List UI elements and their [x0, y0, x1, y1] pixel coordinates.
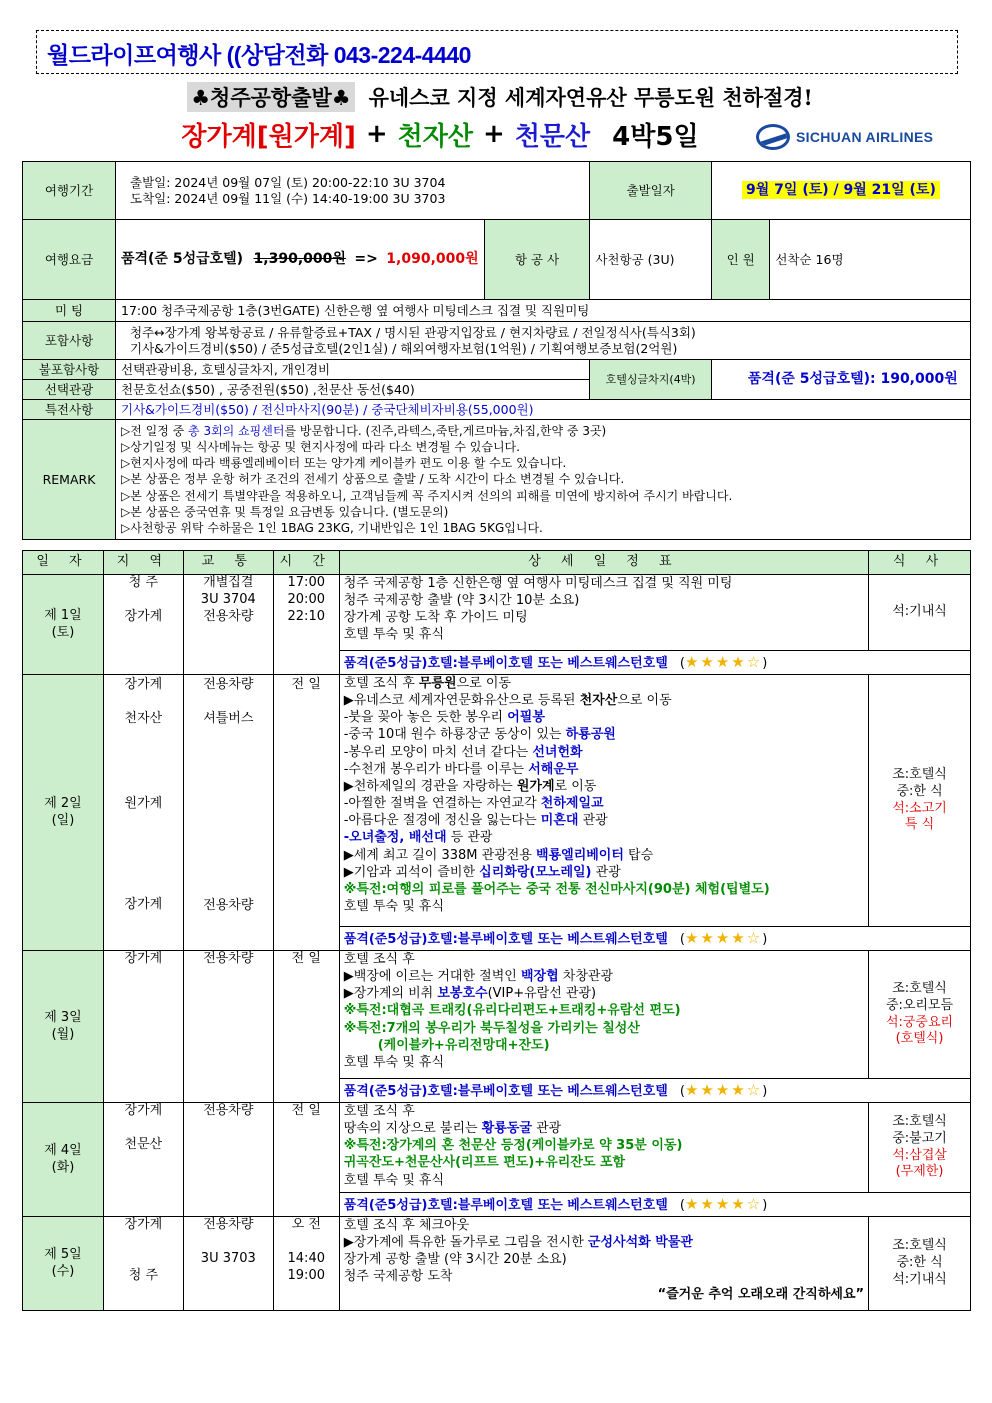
detail-line: ▶천하제일의 경관을 자랑하는 원가계로 이동: [343, 778, 597, 794]
transport-item: 3U 3703: [200, 1250, 256, 1266]
dep-dates-cell: [711, 162, 970, 220]
remark-item: ▷전 일정 중 총 3회의 쇼핑센터를 방문합니다. (진주,라텍스,죽탄,게르마늄,차집,한약 중 3곳): [121, 423, 607, 438]
tour-description: 유네스코 지정 세계자연유산 무릉도원 천하절경!: [368, 85, 813, 110]
day-2-region: [103, 675, 183, 951]
detail-line: 호텔 조식 후 체크아웃: [343, 1218, 470, 1233]
transport-item: 전용차량: [203, 897, 254, 913]
day-2-cell: [23, 675, 104, 951]
detail-line: -오녀출정, 배선대 등 관광: [343, 830, 493, 846]
remark-item: ▷본 상품은 전세기 특별약관을 적용하오니, 고객님들께 꼭 주지시켜 선의의 피해를 미연에 방지하여 주시기 바랍니다.: [121, 488, 733, 503]
headline-tianmenshan: 천문산: [514, 121, 591, 152]
hotel-name: 품격(준5성급)호텔:블루베이호텔 또는 베스트웨스턴호텔: [343, 1083, 668, 1099]
region-item: 장가계: [124, 896, 163, 912]
meal-item: 조:호텔식: [892, 766, 947, 782]
single-charge-value: 품격(준 5성급호텔): 190,000원: [711, 360, 970, 400]
detail-line: -아름다운 절경에 정신을 잃는다는 미혼대 관광: [343, 813, 608, 829]
detail-line: ▶장가계의 비취 보봉호수(VIP+유람선 관광): [343, 986, 597, 1002]
day-4-region: [103, 1103, 183, 1217]
detail-line: 장가계 공항 출발 (약 3시간 20분 소요): [343, 1252, 567, 1268]
day-1-meal: [869, 575, 971, 651]
day-4-transport: [183, 1103, 273, 1217]
dep-dates: 9월 7일 (토) / 9월 21일 (토): [742, 181, 940, 199]
detail-line: 장가계 공항 도착 후 가이드 미팅: [343, 610, 528, 626]
transport-item: 전용차량: [203, 1217, 254, 1232]
day-5-cell: [23, 1217, 104, 1311]
time-item: 오 전: [291, 1217, 321, 1232]
meal-item: 조:호텔식: [892, 980, 947, 996]
header-date: 일 자: [23, 551, 104, 575]
day-4-time: [273, 1103, 339, 1217]
time-item: 19:00: [287, 1267, 325, 1283]
meeting-label: 미 팅: [23, 300, 116, 322]
dep-date-label: 출발일자: [590, 162, 712, 220]
day-5-time: [273, 1217, 339, 1311]
meal-item: 석:기내식: [892, 604, 947, 620]
meal-item: 석:소고기: [892, 800, 947, 816]
day-2-row: [23, 675, 971, 927]
detail-line: ※특전:7개의 봉우리가 북두칠성을 가리키는 칠성산: [343, 1020, 640, 1036]
day-2-time: [273, 675, 339, 951]
headline-zhangjiajie: 장가계[원가계]: [181, 121, 356, 152]
header-region: 지 역: [103, 551, 183, 575]
meal-item: 석:삼겹살: [892, 1147, 947, 1163]
detail-line: ▶세계 최고 길이 338M 관광전용 백룡엘리베이터 탑승: [343, 847, 654, 863]
meal-item: (호텔식): [895, 1031, 944, 1047]
meal-item: 중:한 식: [896, 783, 943, 799]
airline-label: 항 공 사: [484, 220, 590, 300]
day-1-cell: [23, 575, 104, 675]
detail-line: 청주 국제공항 1층 신한은행 옆 여행사 미팅데스크 집결 및 직원 미팅: [343, 576, 733, 591]
transport-item: 전용차량: [203, 677, 254, 692]
region-item: 장가계: [124, 608, 163, 624]
meal-item: 중:불고기: [892, 1130, 947, 1146]
detail-line: ▶백장에 이르는 거대한 절벽인 백장협 차창관광: [343, 969, 614, 985]
agency-title: 월드라이프여행사 ((상담전화 043-224-4440: [47, 42, 471, 68]
remark-item: ▷본 상품은 중국연휴 및 특정일 요금변동 있습니다. (별도문의): [121, 504, 449, 519]
day-4-cell: [23, 1103, 104, 1217]
day-5-label: 제 5일: [44, 1247, 82, 1263]
day-1-row: [23, 575, 971, 651]
header-meal: 식 사: [869, 551, 971, 575]
special-value: 기사&가이드경비($50) / 전신마사지(90분) / 중국단체비자비용(55,000원): [116, 400, 971, 420]
region-item: 청 주: [128, 575, 158, 590]
day-4-meal: [869, 1103, 971, 1193]
title-box: [36, 30, 958, 74]
meal-item: 조:호텔식: [892, 1113, 947, 1129]
day-2-hotel: 품격(준5성급)호텔:블루베이호텔 또는 베스트웨스턴호텔 (★★★★☆): [339, 927, 970, 951]
fee-arrow: =>: [354, 250, 378, 267]
day-1-time: [273, 575, 339, 675]
airline-logo-icon: [756, 124, 790, 150]
meeting-value: 17:00 청주국제공항 1층(3번GATE) 신한은행 옆 여행사 미팅데스크 집결 및 직원미팅: [116, 300, 971, 322]
star-rating-icon: ★★★★☆: [684, 652, 763, 671]
remark-item: ▷본 상품은 정부 운항 허가 조건의 전세기 상품으로 출발 / 도착 시간이 다소 변경될 수 있습니다.: [121, 472, 625, 487]
transport-item: 개별집결: [203, 575, 254, 590]
remark-label: REMARK: [23, 420, 116, 540]
fee-grade: 품격(준 5성급호텔): [121, 250, 244, 267]
time-item: 17:00: [287, 575, 325, 590]
detail-line: 호텔 조식 후 무릉원으로 이동: [343, 676, 511, 691]
remark-item: ▷상기일정 및 식사메뉴는 항공 및 현지사정에 따라 다소 변경될 수 있습니다.: [121, 440, 520, 455]
day-2-label: 제 2일: [44, 796, 82, 812]
detail-line: -중국 10대 원수 하룡장군 동상이 있는 하룡공원: [343, 727, 616, 743]
time-item: 22:10: [287, 608, 325, 624]
time-item: 전 일: [291, 677, 321, 692]
detail-line: 청주 국제공항 출발 (약 3시간 10분 소요): [343, 593, 580, 609]
time-item: 전 일: [291, 951, 321, 966]
headline-plus: +: [365, 119, 388, 149]
airline-logo: [756, 122, 946, 152]
optional-value: 천문호선쇼($50) , 공중전원($50) ,천문산 동선($40): [116, 380, 590, 400]
day-2-transport: [183, 675, 273, 951]
detail-line: 호텔 투숙 및 휴식: [343, 1054, 445, 1070]
meal-item: 조:호텔식: [892, 1238, 947, 1254]
excluded-value: 선택관광비용, 호텔싱글차지, 개인경비: [116, 360, 590, 380]
optional-label: 선택관광: [23, 380, 116, 400]
meal-item: 특 식: [904, 817, 935, 833]
remark-item: ▷현지사정에 따라 백룡엘레베이터 또는 양가계 케이블카 편도 이용 할 수도 있습니다.: [121, 456, 567, 471]
header-detail: 상 세 일 정 표: [339, 551, 868, 575]
meal-item: (무제한): [895, 1164, 944, 1180]
schedule-header: [23, 551, 971, 575]
detail-line: ▶기암과 괴석이 즐비한 십리화랑(모노레일) 관광: [343, 864, 621, 880]
time-item: 14:40: [287, 1250, 325, 1266]
detail-line: 호텔 조식 후: [343, 952, 415, 967]
hotel-name: 품격(준5성급)호텔:블루베이호텔 또는 베스트웨스턴호텔: [343, 1197, 668, 1213]
detail-line: -붓을 꽂아 놓은 듯한 봉우리 어필봉: [343, 710, 545, 726]
transport-item: 전용차량: [203, 608, 254, 624]
special-label: 특전사항: [23, 400, 116, 420]
people-label: 인 원: [711, 220, 769, 300]
day-4-detail: [339, 1103, 868, 1193]
detail-line: 호텔 투숙 및 휴식: [343, 1172, 445, 1188]
day-3-meal: [869, 951, 971, 1079]
region-item: 장가계: [124, 951, 163, 966]
headline-plus: +: [483, 119, 505, 149]
transport-item: 3U 3704: [200, 591, 256, 607]
day-5-region: [103, 1217, 183, 1311]
detail-line: ※특전:대협곡 트래킹(유리다리편도+트래킹+유람선 편도): [343, 1003, 681, 1019]
day-5-detail: [339, 1217, 868, 1311]
detail-line: ▶유네스코 세계자연문화유산으로 등록된 천자산으로 이동: [343, 693, 672, 709]
day-3-row: [23, 951, 971, 1079]
single-charge-label: 호텔싱글차지(4박): [590, 360, 712, 400]
day-4-dow: (화): [51, 1159, 75, 1175]
day-3-region: [103, 951, 183, 1103]
day-3-time: [273, 951, 339, 1103]
transport-item: 전용차량: [203, 951, 254, 966]
remark-item: ▷사천항공 위탁 수하물은 1인 1BAG 23KG, 기내반입은 1인 1BAG 5KG입니다.: [121, 520, 543, 535]
day-5-transport: [183, 1217, 273, 1311]
day-3-transport: [183, 951, 273, 1103]
detail-line: -봉우리 모양이 마치 선녀 같다는 선녀헌화: [343, 744, 583, 760]
detail-line: ▶장가계에 특유한 돌가루로 그림을 전시한 군성사석화 박물관: [343, 1235, 693, 1251]
airline-value: 사천항공 (3U): [590, 220, 712, 300]
star-rating-icon: ★★★★☆: [684, 928, 763, 947]
day-1-hotel: 품격(준5성급)호텔:블루베이호텔 또는 베스트웨스턴호텔 (★★★★☆): [339, 651, 970, 675]
detail-line: 귀곡잔도+천문산사(리프트 편도)+유리잔도 포함: [343, 1155, 626, 1171]
region-item: 원가계: [124, 795, 163, 811]
day-1-transport: [183, 575, 273, 675]
fee-new: 1,090,000원: [386, 250, 479, 267]
day-4-hotel: 품격(준5성급)호텔:블루베이호텔 또는 베스트웨스턴호텔 (★★★★☆): [339, 1193, 970, 1217]
region-item: 천문산: [124, 1136, 163, 1152]
remark-list: [116, 420, 971, 540]
closing-note: “즐거운 추억 오래오래 간직하세요”: [657, 1286, 865, 1302]
fee-old: 1,390,000원: [253, 250, 346, 267]
header-time: 시 간: [273, 551, 339, 575]
day-3-dow: (월): [51, 1026, 75, 1042]
included-label: 포함사항: [23, 322, 116, 360]
detail-line: -수천개 봉우리가 바다를 이루는 서해운무: [343, 761, 579, 777]
day-5-row: [23, 1217, 971, 1311]
detail-line: ※특전:장가계의 혼 천문산 등정(케이블카로 약 35분 이동): [343, 1138, 683, 1154]
included-value: [116, 322, 971, 360]
star-rating-icon: ★★★★☆: [684, 1194, 763, 1213]
headline: [120, 114, 760, 154]
detail-line: 청주 국제공항 도착: [343, 1269, 453, 1285]
region-item: 장가계: [124, 1217, 163, 1232]
day-3-hotel: 품격(준5성급)호텔:블루베이호텔 또는 베스트웨스턴호텔 (★★★★☆): [339, 1079, 970, 1103]
day-5-meal: [869, 1217, 971, 1311]
transport-item: 셔틀버스: [203, 710, 254, 726]
detail-line: 호텔 조식 후: [343, 1104, 415, 1119]
day-2-meal: [869, 675, 971, 927]
time-item: 전 일: [291, 1103, 321, 1118]
hotel-name: 품격(준5성급)호텔:블루베이호텔 또는 베스트웨스턴호텔: [343, 655, 668, 671]
day-1-detail: [339, 575, 868, 651]
region-item: 장가계: [124, 677, 163, 692]
fee-value: [116, 220, 485, 300]
day-2-detail: [339, 675, 868, 927]
detail-line: ※특전:여행의 피로를 풀어주는 중국 전통 전신마사지(90분) 체험(팁별도): [343, 881, 770, 897]
headline-duration: 4박5일: [612, 121, 699, 152]
info-table: [22, 161, 971, 540]
meal-item: 중:오리모듬: [885, 997, 954, 1013]
day-2-dow: (일): [51, 812, 75, 828]
day-1-dow: (토): [51, 624, 75, 640]
day-4-label: 제 4일: [44, 1143, 82, 1159]
hotel-name: 품격(준5성급)호텔:블루베이호텔 또는 베스트웨스턴호텔: [343, 931, 668, 947]
day-3-detail: [339, 951, 868, 1079]
region-item: 천자산: [124, 710, 163, 726]
time-item: 20:00: [287, 591, 325, 607]
fee-label: 여행요금: [23, 220, 116, 300]
schedule-table: [22, 550, 971, 1311]
airline-logo-name: SICHUAN AIRLINES: [796, 129, 934, 145]
day-1-region: [103, 575, 183, 675]
star-rating-icon: ★★★★☆: [684, 1080, 763, 1099]
period-label: 여행기간: [23, 162, 116, 220]
day-5-dow: (수): [51, 1263, 75, 1279]
headline-tianzishan: 천자산: [397, 121, 474, 152]
transport-item: 전용차량: [203, 1103, 254, 1118]
detail-line: -아찔한 절벽을 연결하는 자연교각 천하제일교: [343, 796, 604, 812]
region-item: 청 주: [128, 1267, 158, 1283]
day-3-cell: [23, 951, 104, 1103]
included-line-1: 청주↔장가계 왕복항공료 / 유류할증료+TAX / 명시된 관광지입장료 / 현지차량료 / 전일정식사(특식3회): [130, 324, 696, 340]
region-item: 장가계: [124, 1103, 163, 1118]
period-value: [116, 162, 590, 220]
banner: [80, 82, 920, 112]
day-1-label: 제 1일: [44, 608, 82, 624]
detail-line: (케이블카+유리전망대+잔도): [377, 1037, 550, 1053]
departure-tag: ♣청주공항출발♣: [187, 82, 354, 112]
people-value: 선착순 16명: [770, 220, 971, 300]
day-4-row: [23, 1103, 971, 1193]
detail-line: 호텔 투숙 및 휴식: [343, 627, 445, 643]
meal-item: 석:기내식: [892, 1271, 947, 1287]
meal-item: 중:한 식: [896, 1255, 943, 1271]
meal-item: 석:궁중요리: [885, 1014, 954, 1030]
excluded-label: 불포함사항: [23, 360, 116, 380]
included-line-2: 기사&가이드경비($50) / 준5성급호텔(2인1실) / 해외여행자보험(1억원) / 기획여행보증보험(2억원): [130, 340, 678, 356]
departure-line: 출발일: 2024년 09월 07일 (토) 20:00-22:10 3U 3704: [130, 174, 446, 190]
day-3-label: 제 3일: [44, 1010, 82, 1026]
detail-line: 땅속의 지상으로 불리는 황룡동굴 관광: [343, 1121, 562, 1137]
arrival-line: 도착일: 2024년 09월 11일 (수) 14:40-19:00 3U 3703: [130, 190, 446, 206]
header-transport: 교 통: [183, 551, 273, 575]
detail-line: 호텔 투숙 및 휴식: [343, 899, 445, 915]
